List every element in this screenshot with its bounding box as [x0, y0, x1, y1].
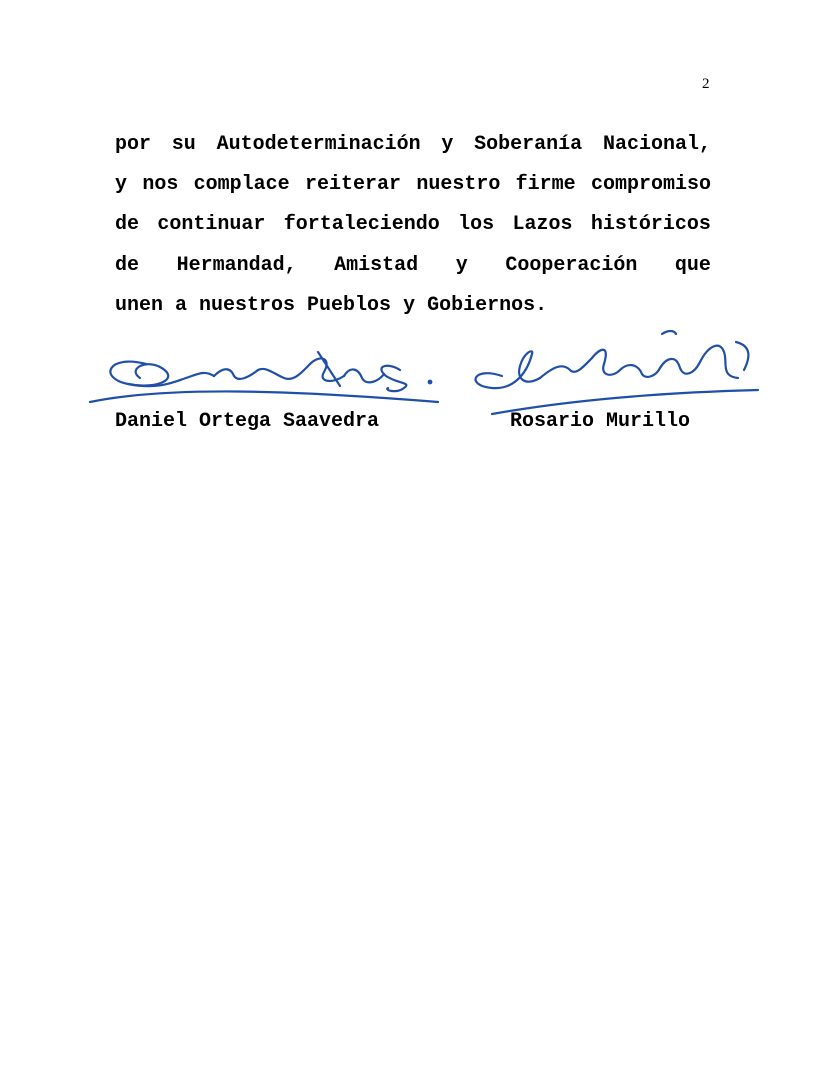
- paragraph-word: Hermandad,: [176, 253, 297, 277]
- signatory-name-ortega: Daniel Ortega Saavedra: [115, 410, 380, 433]
- paragraph-word: nos: [142, 173, 179, 197]
- paragraph-line: [115, 208, 711, 248]
- paragraph-word: que: [674, 253, 711, 277]
- paragraph-word: de: [115, 213, 140, 237]
- paragraph-word: Autodeterminación: [216, 133, 421, 156]
- paragraph-word: su: [171, 133, 196, 156]
- paragraph-word: firme: [515, 173, 576, 197]
- paragraph-word: y: [441, 133, 454, 156]
- paragraph-word: los: [458, 213, 495, 237]
- signature-ortega: [88, 318, 443, 418]
- paragraph-word: Nacional,: [602, 133, 711, 156]
- paragraph-word: de: [115, 253, 140, 277]
- paragraph-word: Gobiernos.: [427, 293, 548, 317]
- paragraph-word: fortaleciendo: [283, 213, 440, 237]
- paragraph-line: [115, 168, 711, 208]
- paragraph-word: Cooperación: [505, 253, 638, 277]
- page-number: 2: [702, 76, 710, 92]
- paragraph-word: nuestros: [199, 293, 296, 317]
- signatory-name-murillo: Rosario Murillo: [510, 410, 691, 433]
- paragraph-line: [115, 128, 711, 168]
- paragraph-word: reiterar: [304, 173, 401, 197]
- paragraph-word: Lazos: [512, 213, 573, 237]
- paragraph-word: por: [115, 133, 152, 156]
- signature-block-ortega: [88, 318, 443, 438]
- signature-murillo: [462, 318, 762, 418]
- paragraph-word: históricos: [590, 213, 711, 237]
- paragraph-word: y: [403, 293, 416, 317]
- closing-paragraph: [115, 128, 711, 329]
- paragraph-word: Amistad: [334, 253, 419, 277]
- paragraph-word: nuestro: [416, 173, 501, 197]
- paragraph-word: Soberanía: [474, 133, 583, 156]
- paragraph-word: y: [455, 253, 468, 277]
- paragraph-word: Pueblos: [307, 293, 392, 317]
- paragraph-word: compromiso: [590, 173, 711, 197]
- paragraph-word: continuar: [157, 213, 266, 237]
- paragraph-word: complace: [193, 173, 290, 197]
- paragraph-word: y: [115, 173, 128, 197]
- paragraph-line: [115, 249, 711, 289]
- signature-block-murillo: [462, 318, 762, 438]
- paragraph-word: unen: [115, 293, 164, 317]
- paragraph-word: a: [175, 293, 188, 317]
